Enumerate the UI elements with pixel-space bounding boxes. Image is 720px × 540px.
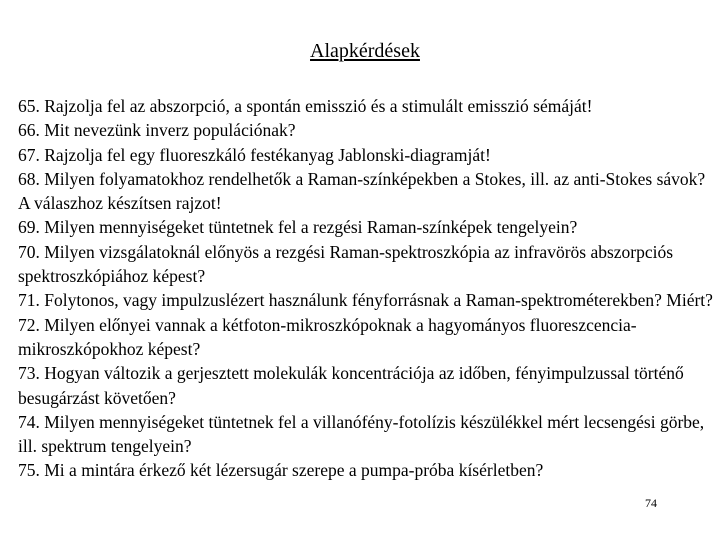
question-item: 69. Milyen mennyiségeket tüntetnek fel a rezgési Raman-színképek tengelyein? [18,217,578,238]
question-item: 72. Milyen előnyei vannak a kétfoton-mikroszkópoknak a hagyományos fluoreszcencia-mikroszkópokhoz képest? [18,314,637,359]
question-item: 68. Milyen folyamatokhoz rendelhetők a Raman-színképekben a Stokes, ill. az anti-Stokes sávok? A válaszhoz készítsen rajzot! [18,168,706,214]
question-item: 74. Milyen mennyiségeket tüntetnek fel a villanófény-fotolízis készülékkel mért lecsengési görbe, ill. spektrum tengelyein? [18,411,705,457]
question-item: 75. Mi a mintára érkező két lézersugár szerepe a pumpa-próba kísérletben? [18,460,544,481]
question-item: 73. Hogyan változik a gerjesztett molekulák koncentrációja az időben, fényimpulzussal történő besugárzást követően? [18,363,684,408]
slide-title: Alapkérdések [310,40,420,62]
question-item: 70. Milyen vizsgálatoknál előnyös a rezgési Raman-spektroszkópia az infravörös abszorpciós spektroszkópiához képest? [18,241,674,287]
question-item: 66. Mit nevezünk inverz populációnak? [18,120,296,141]
page-number: 74 [645,496,657,510]
question-list [18,94,718,483]
question-item: 65. Rajzolja fel az abszorpció, a spontán emisszió és a stimulált emisszió sémáját! [18,96,593,116]
question-item: 71. Folytonos, vagy impulzuslézert használunk fényforrásnak a Raman-spektrométerekben? Miért? [18,290,713,311]
question-item: 67. Rajzolja fel egy fluoreszkáló festékanyag Jablonski-diagramját! [18,144,491,165]
